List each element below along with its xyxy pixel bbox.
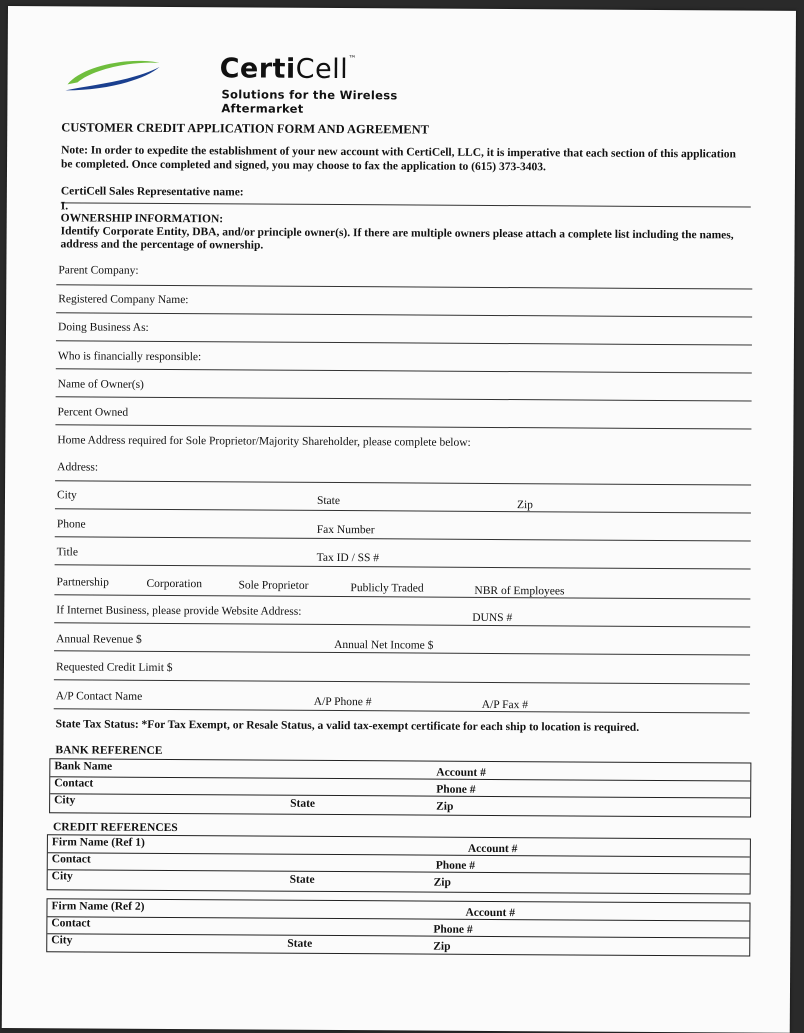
percent-owned-field[interactable]: [55, 424, 751, 429]
ref2-firm-label[interactable]: Firm Name (Ref 2): [51, 900, 145, 913]
ap-contact-label: A/P Contact Name: [55, 690, 143, 703]
ap-fax-label: A/P Fax #: [481, 698, 529, 712]
entity-type-field[interactable]: [54, 594, 750, 599]
bank-phone-label[interactable]: Phone #: [436, 783, 476, 796]
ap-phone-label: A/P Phone #: [313, 695, 372, 709]
ref1-city-label[interactable]: City: [51, 870, 73, 883]
note-line-2: be completed. Once completed and signed, you may choose to fax the application to (615) 373-3403.: [60, 158, 546, 174]
credit-references-title: CREDIT REFERENCES: [52, 821, 178, 835]
sole-proprietor-option[interactable]: Sole Proprietor: [238, 579, 309, 592]
credit-limit-label: Requested Credit Limit $: [55, 661, 173, 675]
ref1-phone-label[interactable]: Phone #: [435, 859, 476, 872]
ref2-account-label[interactable]: Account #: [465, 906, 516, 920]
dba-label: Doing Business As:: [58, 321, 149, 334]
title-label: Title: [56, 546, 79, 559]
section-number: I.: [60, 200, 69, 213]
row-divider: [50, 793, 750, 798]
website-label: If Internet Business, please provide Website Address:: [56, 604, 302, 618]
registered-name-field[interactable]: [56, 312, 752, 317]
row-divider: [47, 933, 749, 938]
duns-label: DUNS #: [472, 611, 513, 625]
brand-tagline: Solutions for the Wireless Aftermarket: [221, 87, 398, 116]
bank-contact-label[interactable]: Contact: [54, 777, 94, 790]
bank-zip-label[interactable]: Zip: [436, 800, 454, 813]
bank-city-label[interactable]: City: [54, 794, 76, 807]
city-state-zip-field[interactable]: [55, 508, 751, 513]
ref2-state-label[interactable]: State: [287, 937, 313, 950]
ref1-zip-label[interactable]: Zip: [433, 876, 451, 889]
ref1-account-label[interactable]: Account #: [467, 842, 518, 856]
zip-label: Zip: [516, 499, 533, 512]
parent-company-label: Parent Company:: [58, 264, 139, 277]
phone-fax-field[interactable]: [55, 536, 751, 541]
credit-ref-2-table: [46, 898, 750, 956]
dba-field[interactable]: [56, 340, 752, 345]
nbr-employees-label: NBR of Employees: [474, 584, 565, 598]
section-instructions-2: address and the percentage of ownership.: [60, 238, 264, 252]
certicell-logo: [63, 50, 483, 116]
state-label: State: [316, 494, 341, 508]
ref1-contact-label[interactable]: Contact: [51, 853, 91, 866]
row-divider: [48, 852, 750, 857]
ap-contact-field[interactable]: [54, 708, 750, 713]
note-line-1: Note: In order to expedite the establishment of your new account with CertiCell, LLC, it is imperative that each section of this application: [61, 144, 736, 161]
publicly-traded-option[interactable]: Publicly Traded: [350, 582, 424, 595]
ref2-phone-label[interactable]: Phone #: [433, 923, 473, 936]
bank-reference-table: [49, 758, 751, 817]
percent-owned-label: Percent Owned: [57, 406, 129, 419]
ref2-contact-label[interactable]: Contact: [51, 917, 91, 930]
financially-responsible-label: Who is financially responsible:: [57, 350, 202, 364]
home-address-note: Home Address required for Sole Proprietor/Majority Shareholder, please complete below:: [57, 434, 471, 449]
owner-name-field[interactable]: [56, 396, 752, 401]
bank-reference-title: BANK REFERENCE: [55, 744, 163, 757]
parent-company-field[interactable]: [56, 284, 752, 289]
bank-state-label[interactable]: State: [290, 797, 316, 810]
address-field[interactable]: [55, 480, 751, 485]
credit-limit-field[interactable]: [54, 679, 750, 684]
section-title: OWNERSHIP INFORMATION:: [60, 212, 224, 226]
swoosh-logo-icon: [63, 54, 163, 95]
fax-number-label: Fax Number: [316, 523, 375, 537]
phone-label: Phone: [56, 518, 86, 531]
tax-id-label: Tax ID / SS #: [316, 551, 380, 565]
document-page: [2, 6, 796, 1033]
ref2-zip-label[interactable]: Zip: [433, 940, 451, 953]
brand-name: CertiCell™: [219, 53, 357, 86]
title-taxid-field[interactable]: [55, 564, 751, 569]
ref1-firm-label[interactable]: Firm Name (Ref 1): [51, 836, 145, 849]
section-instructions-1: Identify Corporate Entity, DBA, and/or principle owner(s). If there are multiple owners please attach a complete list including the names,: [60, 225, 734, 242]
form-title: CUSTOMER CREDIT APPLICATION FORM AND AGREEMENT: [61, 120, 430, 137]
annual-net-income-label: Annual Net Income $: [334, 639, 434, 652]
address-label: Address:: [57, 461, 99, 474]
partnership-option[interactable]: Partnership: [56, 576, 109, 589]
annual-revenue-label: Annual Revenue $: [56, 633, 142, 646]
row-divider: [50, 776, 750, 781]
tax-status-text: State Tax Status: *For Tax Exempt, or Resale Status, a valid tax-exempt certificate for each ship to location is required.: [55, 718, 640, 734]
ref1-state-label[interactable]: State: [289, 873, 315, 886]
website-duns-field[interactable]: [54, 622, 750, 627]
city-label: City: [56, 489, 77, 502]
sales-rep-line[interactable]: [61, 202, 751, 207]
registered-name-label: Registered Company Name:: [58, 293, 189, 307]
row-divider: [47, 916, 749, 921]
bank-account-label[interactable]: Account #: [436, 766, 486, 779]
financially-responsible-field[interactable]: [56, 368, 752, 373]
row-divider: [48, 869, 750, 874]
sales-rep-label: CertiCell Sales Representative name:: [60, 185, 244, 199]
corporation-option[interactable]: Corporation: [146, 577, 203, 591]
owner-name-label: Name of Owner(s): [57, 378, 144, 391]
bank-name-label[interactable]: Bank Name: [54, 760, 113, 773]
ref2-city-label[interactable]: City: [51, 934, 73, 947]
credit-ref-1-table: [47, 834, 751, 894]
